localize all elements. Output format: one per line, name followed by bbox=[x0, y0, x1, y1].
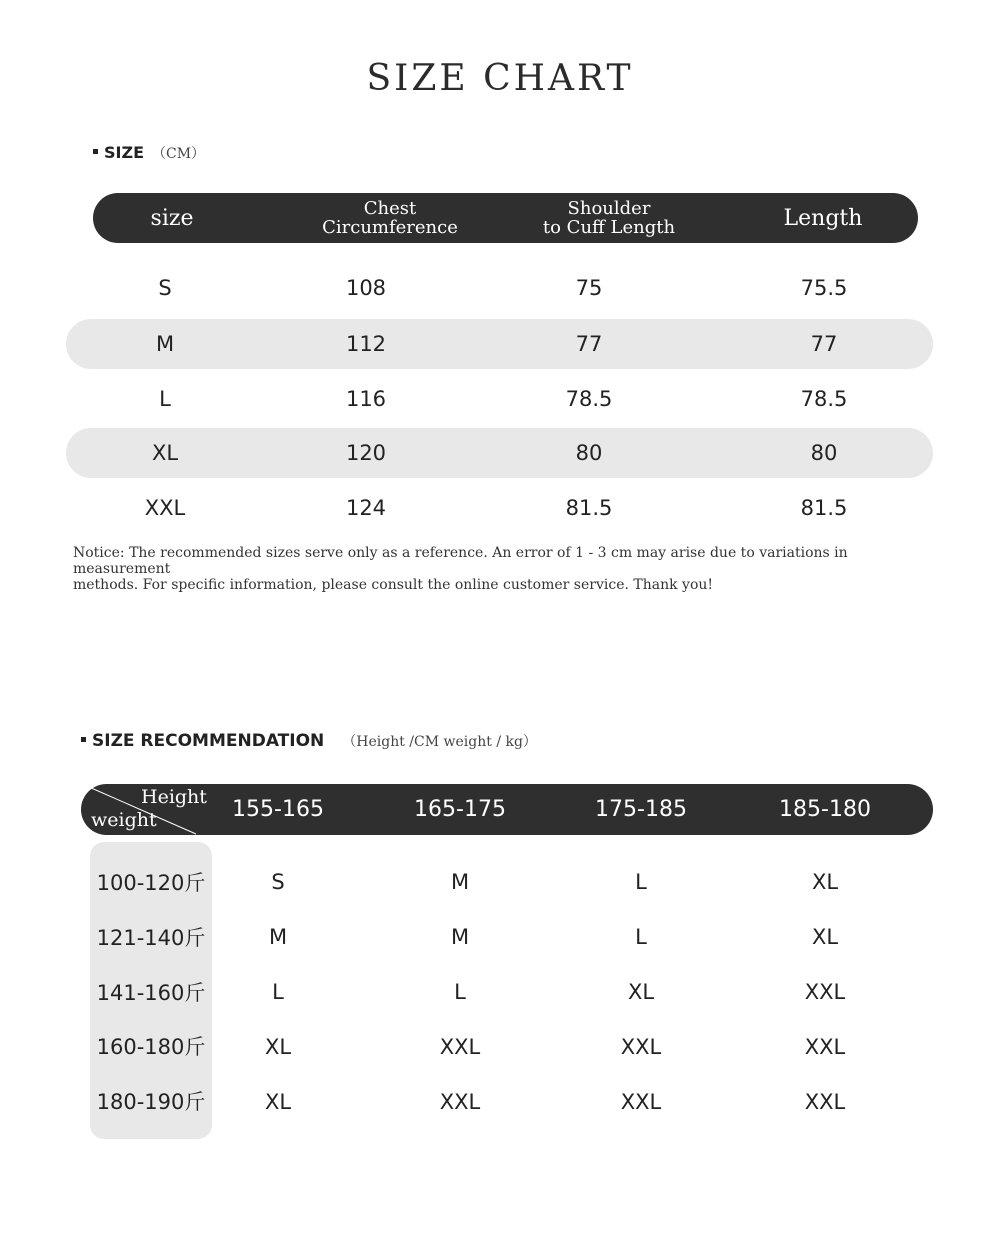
size-unit: （CM） bbox=[152, 146, 206, 162]
recommended-size: M bbox=[450, 925, 470, 949]
cell-size: XXL bbox=[144, 496, 186, 520]
recommended-size: XL bbox=[811, 925, 839, 949]
recommended-size: L bbox=[635, 925, 647, 949]
cell-chest: 120 bbox=[345, 441, 387, 465]
cell-shoulder: 80 bbox=[575, 441, 603, 465]
recommended-size: XXL bbox=[804, 980, 846, 1004]
header-length-text: Length bbox=[783, 205, 863, 231]
weight-label: 121-140斤 bbox=[96, 926, 206, 950]
notice-text bbox=[73, 545, 933, 593]
header-chest-line1: Chest bbox=[363, 198, 417, 219]
header-height-range: 185-180 bbox=[779, 797, 871, 822]
recommended-size: XL bbox=[264, 1090, 292, 1114]
bullet-icon bbox=[81, 737, 86, 742]
recommended-size: XXL bbox=[804, 1090, 846, 1114]
table-row bbox=[66, 483, 933, 533]
cell-shoulder: 81.5 bbox=[565, 496, 613, 520]
weight-label: 100-120斤 bbox=[96, 871, 206, 895]
header-shoulder-line1: Shoulder bbox=[567, 198, 651, 219]
cell-size: XL bbox=[151, 441, 179, 465]
header-size-text: size bbox=[150, 205, 194, 231]
notice-line-1: Notice: The recommended sizes serve only as a reference. An error of 1 - 3 cm may arise due to variations in measurement bbox=[73, 545, 848, 577]
cell-shoulder: 75 bbox=[575, 276, 603, 300]
corner-height-label: Height bbox=[141, 786, 207, 808]
cell-chest: 108 bbox=[345, 276, 387, 300]
cell-size: S bbox=[158, 276, 172, 300]
recommended-size: S bbox=[271, 870, 285, 894]
corner-weight-label: weight bbox=[91, 809, 157, 831]
header-height-range: 175-185 bbox=[595, 797, 687, 822]
recommended-size: XL bbox=[811, 870, 839, 894]
cell-chest: 112 bbox=[345, 332, 387, 356]
recommended-size: L bbox=[272, 980, 284, 1004]
cell-length: 78.5 bbox=[800, 387, 848, 411]
recommendation-table-header bbox=[81, 784, 933, 835]
weight-label: 141-160斤 bbox=[96, 981, 206, 1005]
recommendation-section-label bbox=[81, 731, 537, 751]
header-height-range: 165-175 bbox=[414, 797, 506, 822]
table-row bbox=[66, 428, 933, 478]
recommended-size: XXL bbox=[804, 1035, 846, 1059]
recommendation-unit: （Height /CM weight / kg） bbox=[342, 734, 537, 750]
cell-size: M bbox=[155, 332, 175, 356]
recommended-size: M bbox=[268, 925, 288, 949]
size-section-label bbox=[93, 143, 205, 163]
table-row bbox=[66, 263, 933, 313]
cell-length: 81.5 bbox=[800, 496, 848, 520]
recommended-size: L bbox=[454, 980, 466, 1004]
header-chest bbox=[322, 193, 458, 243]
header-height-range: 155-165 bbox=[232, 797, 324, 822]
bullet-icon bbox=[93, 149, 98, 154]
header-shoulder bbox=[543, 193, 675, 243]
header-size bbox=[151, 193, 194, 243]
size-label: SIZE bbox=[104, 143, 145, 162]
recommended-size: XXL bbox=[620, 1090, 662, 1114]
recommended-size: M bbox=[450, 870, 470, 894]
header-length bbox=[784, 193, 863, 243]
weight-label: 160-180斤 bbox=[96, 1035, 206, 1059]
weight-label: 180-190斤 bbox=[96, 1090, 206, 1114]
cell-chest: 124 bbox=[345, 496, 387, 520]
table-row bbox=[66, 374, 933, 424]
cell-shoulder: 78.5 bbox=[565, 387, 613, 411]
recommended-size: XL bbox=[264, 1035, 292, 1059]
notice-line-2: methods. For specific information, please consult the online customer service. Thank you! bbox=[73, 577, 714, 593]
recommended-size: XXL bbox=[620, 1035, 662, 1059]
page-title: SIZE CHART bbox=[366, 58, 634, 99]
size-table-header bbox=[93, 193, 918, 243]
cell-length: 75.5 bbox=[800, 276, 848, 300]
recommended-size: XXL bbox=[439, 1035, 481, 1059]
cell-size: L bbox=[159, 387, 171, 411]
recommended-size: L bbox=[635, 870, 647, 894]
cell-length: 80 bbox=[810, 441, 838, 465]
recommended-size: XXL bbox=[439, 1090, 481, 1114]
cell-shoulder: 77 bbox=[575, 332, 603, 356]
cell-length: 77 bbox=[810, 332, 838, 356]
recommendation-label: SIZE RECOMMENDATION bbox=[92, 731, 325, 751]
header-shoulder-line2: to Cuff Length bbox=[542, 217, 676, 238]
header-chest-line2: Circumference bbox=[322, 217, 458, 238]
cell-chest: 116 bbox=[345, 387, 387, 411]
recommended-size: XL bbox=[627, 980, 655, 1004]
table-row bbox=[66, 319, 933, 369]
